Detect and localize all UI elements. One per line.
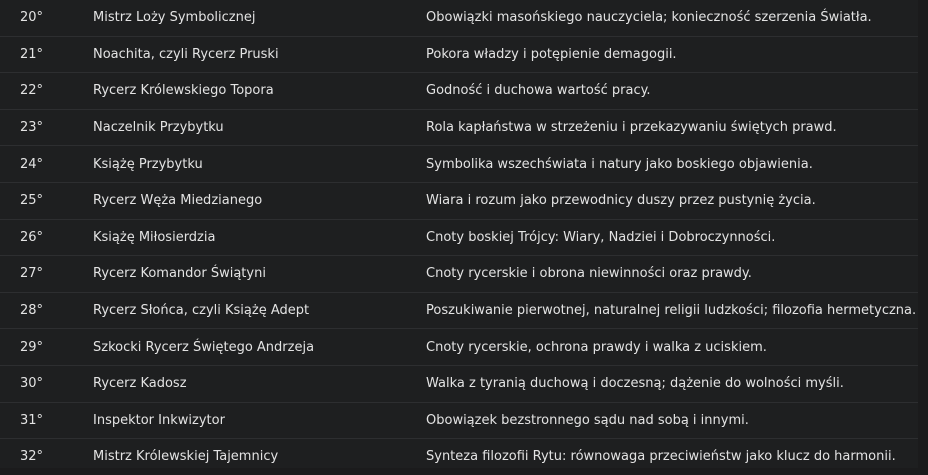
table-row — [0, 329, 918, 366]
degree-cell: 32° — [20, 449, 44, 465]
degree-theme-cell: Wiara i rozum jako przewodnicy duszy przez pustynię życia. — [426, 182, 918, 219]
degree-theme-cell: Poszukiwanie pierwotnej, naturalnej religii ludzkości; filozofia hermetyczna. — [426, 292, 918, 329]
degree-title-cell: Rycerz Węża Miedzianego — [93, 182, 426, 219]
degree-theme-cell: Walka z tyranią duchową i doczesną; dążenie do wolności myśli. — [426, 365, 918, 402]
degree-cell: 30° — [0, 365, 93, 402]
degree-cell: 26° — [0, 219, 93, 256]
table-row — [0, 36, 918, 73]
degree-cell: 25° — [0, 182, 93, 219]
degree-cell: 27° — [0, 256, 93, 293]
degree-theme-cell: Cnoty rycerskie i obrona niewinności oraz prawdy. — [426, 256, 918, 293]
degree-cell: 29° — [0, 329, 93, 366]
degree-title-cell: Książę Przybytku — [93, 146, 426, 183]
degree-theme-cell: Obowiązki masońskiego nauczyciela; konieczność szerzenia Światła. — [426, 0, 918, 36]
degree-title-cell: Rycerz Słońca, czyli Książę Adept — [93, 292, 426, 329]
degree-theme-cell: Synteza filozofii Rytu: równowaga przeciwieństw jako klucz do harmonii. — [426, 449, 896, 465]
table-row — [0, 182, 918, 219]
table-row — [0, 73, 918, 110]
degree-cell: 28° — [0, 292, 93, 329]
degree-theme-cell: Obowiązek bezstronnego sądu nad sobą i innymi. — [426, 402, 918, 439]
degree-theme-cell: Pokora władzy i potępienie demagogii. — [426, 36, 918, 73]
degree-cell: 20° — [0, 0, 93, 36]
degree-cell: 24° — [0, 146, 93, 183]
degree-title-cell: Rycerz Kadosz — [93, 365, 426, 402]
table-row — [0, 146, 918, 183]
table-row — [0, 109, 918, 146]
table-row — [0, 402, 918, 439]
table-row — [0, 219, 918, 256]
scrollbar-track[interactable] — [918, 0, 928, 468]
table-row — [0, 256, 918, 293]
degree-cell: 23° — [0, 109, 93, 146]
table-row — [0, 365, 918, 402]
degree-title-cell: Książę Miłosierdzia — [93, 219, 426, 256]
degree-cell: 31° — [0, 402, 93, 439]
degree-title-cell: Mistrz Loży Symbolicznej — [93, 0, 426, 36]
degree-title-cell: Inspektor Inkwizytor — [93, 402, 426, 439]
degree-title-cell: Rycerz Królewskiego Topora — [93, 73, 426, 110]
degree-cell: 21° — [0, 36, 93, 73]
degree-title-cell: Naczelnik Przybytku — [93, 109, 426, 146]
table-row — [0, 292, 918, 329]
degree-cell: 22° — [0, 73, 93, 110]
degree-title-cell: Rycerz Komandor Świątyni — [93, 256, 426, 293]
degree-title-cell: Mistrz Królewskiej Tajemnicy — [93, 449, 279, 465]
degree-theme-cell: Symbolika wszechświata i natury jako boskiego objawienia. — [426, 146, 918, 183]
degree-theme-cell: Rola kapłaństwa w strzeżeniu i przekazywaniu świętych prawd. — [426, 109, 918, 146]
degree-theme-cell: Godność i duchowa wartość pracy. — [426, 73, 918, 110]
table-row — [0, 439, 918, 475]
degree-theme-cell: Cnoty boskiej Trójcy: Wiary, Nadziei i Dobroczynności. — [426, 219, 918, 256]
degree-title-cell: Szkocki Rycerz Świętego Andrzeja — [93, 329, 426, 366]
table-row — [0, 0, 918, 36]
degree-title-cell: Noachita, czyli Rycerz Pruski — [93, 36, 426, 73]
degree-theme-cell: Cnoty rycerskie, ochrona prawdy i walka z uciskiem. — [426, 329, 918, 366]
